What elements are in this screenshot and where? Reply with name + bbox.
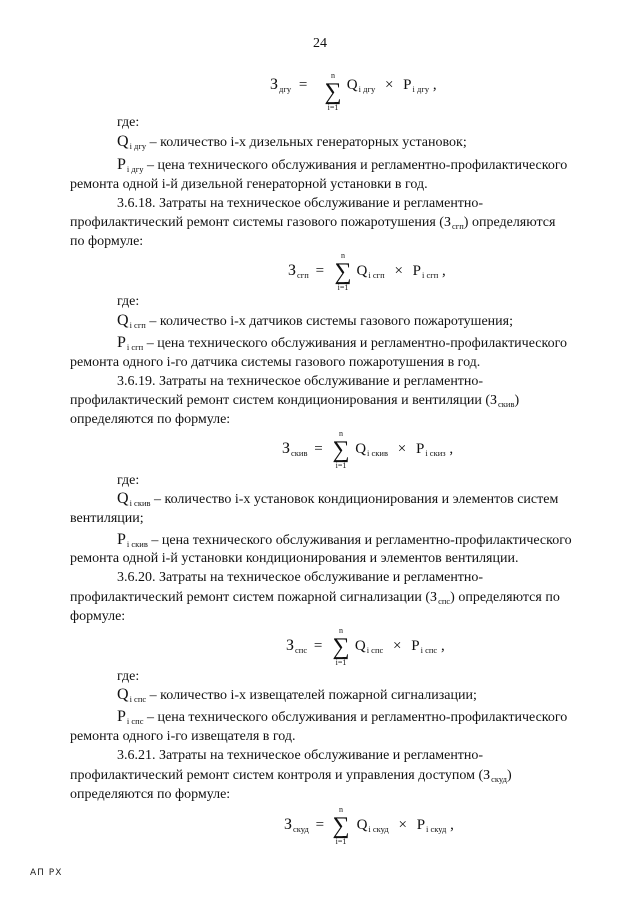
section-3-6-21-line2: профилактический ремонт систем контроля и управления доступом $(З_{скуд})$ — [70, 768, 512, 784]
sum-sign: n ∑ i=1 — [332, 429, 350, 470]
section-3-6-18-line2: профилактический ремонт системы газового пожаротушения $(З_{сгп})$ определяются — [70, 215, 556, 231]
formula-sgp: $З_{сгп}$ = n ∑ i=1 $Q_{i сгп} \times P_{i сгп}$ , — [288, 251, 446, 292]
p-definition: $P_{i скив}$ – цена технического обслуживания и регламентно-профилактического — [117, 531, 572, 549]
page-number: 24 — [313, 36, 327, 51]
section-3-6-18: 3.6.18. Затраты на техническое обслуживание и регламентно- — [117, 196, 484, 211]
gde-label: где: — [117, 669, 140, 684]
footer-mark: АП РХ — [30, 868, 63, 878]
q-definition: $Q_{i дгу}$ – количество i-х дизельных генераторных установок; — [117, 133, 467, 151]
gde-label: где: — [117, 294, 140, 309]
p-definition: $P_{i дгу}$ – цена технического обслуживания и регламентно-профилактического — [117, 156, 568, 174]
formula-end: , — [432, 77, 437, 93]
section-3-6-20: 3.6.20. Затраты на техническое обслуживание и регламентно- — [117, 570, 484, 585]
p-definition: $P_{i сгп}$ – цена технического обслуживания и регламентно-профилактического — [117, 334, 567, 352]
p-definition-cont: ремонта одного i-го извещателя в год. — [70, 729, 296, 744]
section-3-6-19: 3.6.19. Затраты на техническое обслуживание и регламентно- — [117, 374, 484, 389]
section-3-6-18-line3: по формуле: — [70, 234, 144, 249]
p-sub: i дгу — [412, 84, 430, 94]
sum-lower: i=1 — [327, 103, 339, 112]
gde-label: где: — [117, 115, 140, 130]
p-definition: $P_{i спс}$ – цена технического обслуживания и регламентно-профилактического — [117, 708, 568, 726]
section-3-6-21: 3.6.21. Затраты на техническое обслуживание и регламентно- — [117, 748, 484, 763]
q-var: Q — [346, 77, 358, 93]
formula-sub: дгу — [279, 84, 292, 94]
section-3-6-19-line2: профилактический ремонт систем кондиционирования и вентиляции $(З_{скив})$ — [70, 393, 520, 409]
sum-sign: n ∑ i=1 — [334, 251, 352, 292]
formula-symbol: З — [270, 76, 279, 93]
q-definition-cont: вентиляции; — [70, 511, 144, 526]
formula-sps: $З_{спс}$ = n ∑ i=1 $Q_{i спс} \times P_{i спс}$ , — [286, 626, 445, 667]
sum-upper: n — [331, 71, 335, 80]
sum-sign: n ∑ i=1 — [322, 72, 344, 112]
p-var: P — [403, 77, 412, 93]
p-definition-cont: ремонта одного i-го датчика системы газового пожаротушения в год. — [70, 355, 481, 370]
q-sub: i дгу — [358, 84, 376, 94]
formula-skiv: $З_{скив}$ = n ∑ i=1 $Q_{i скив} \times P_{i скиз}$ , — [282, 429, 454, 470]
section-3-6-20-line2: профилактический ремонт систем пожарной сигнализации $(З_{спс})$ определяются по — [70, 590, 560, 606]
section-3-6-20-line3: формуле: — [70, 609, 126, 624]
q-definition: $Q_{i спс}$ – количество i-х извещателей пожарной сигнализации; — [117, 686, 477, 704]
section-3-6-21-line3: определяются по формуле: — [70, 787, 231, 802]
p-definition-cont: ремонта одной i-й установки кондиционирования и элементов вентиляции. — [70, 551, 519, 566]
formula-dgu: $З_{дгу}$ = n ∑ i=1 $Q_{i дгу} \times P_{i дгу}$ , — [270, 71, 437, 112]
formula-skud: $З_{скуд}$ = n ∑ i=1 $Q_{i скуд} \times P_{i скуд}$ , — [284, 805, 454, 846]
sum-sign: n ∑ i=1 — [332, 626, 350, 667]
section-3-6-19-line3: определяются по формуле: — [70, 412, 231, 427]
q-definition: $Q_{i скив}$ – количество i-х установок кондиционирования и элементов систем — [117, 490, 559, 508]
p-definition-cont: ремонта одной i-й дизельной генераторной установки в год. — [70, 177, 428, 192]
sum-sign: n ∑ i=1 — [332, 805, 350, 846]
gde-label: где: — [117, 473, 140, 488]
q-definition: $Q_{i сгп}$ – количество i-х датчиков системы газового пожаротушения; — [117, 312, 513, 330]
times-sign: × — [384, 77, 394, 93]
